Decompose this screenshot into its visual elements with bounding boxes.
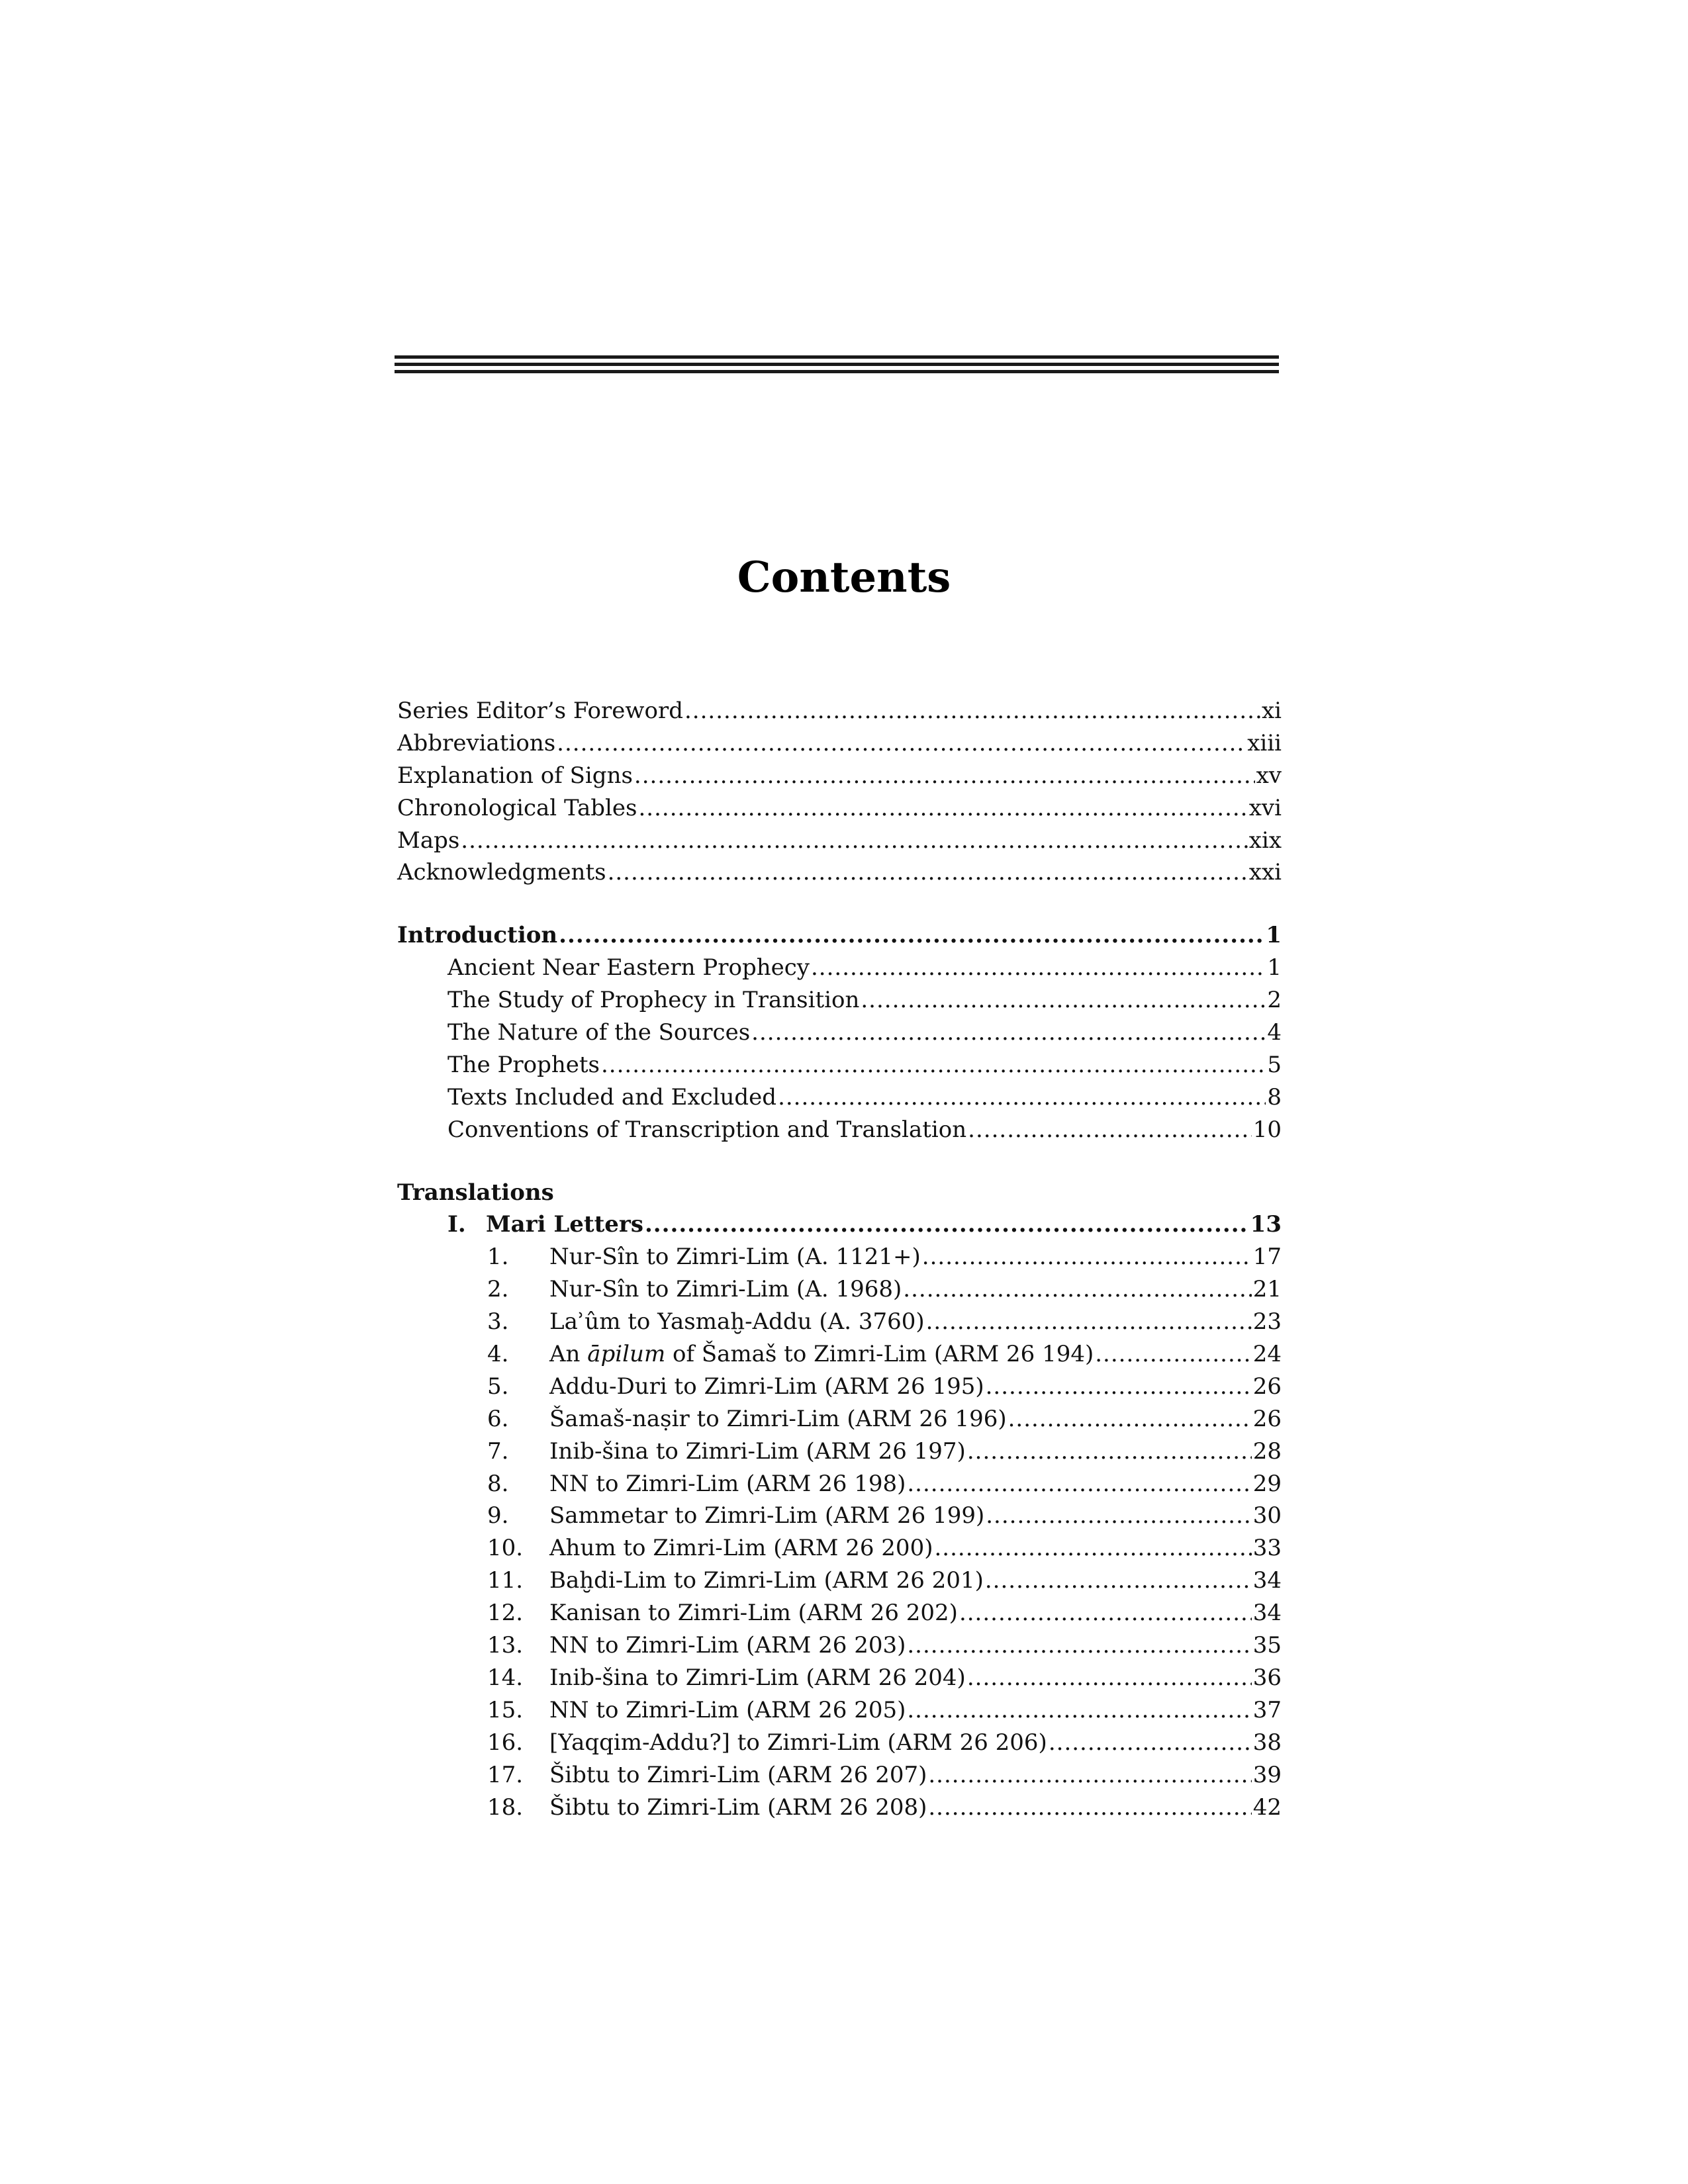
toc-entry-number: 5.: [487, 1373, 509, 1400]
dot-leader: [557, 727, 1246, 760]
toc-entry-text: Ancient Near Eastern Prophecy: [447, 954, 810, 981]
toc-entry-label: [397, 727, 555, 760]
toc-entry-page: 23: [1252, 1308, 1282, 1336]
header-rules: [395, 355, 1279, 377]
introduction-subsection[interactable]: [397, 1049, 1282, 1081]
dot-leader: [968, 1114, 1252, 1146]
dot-leader: [751, 1017, 1266, 1049]
toc-entry-text: Kanisan to Zimri-Lim (ARM 26 202): [549, 1600, 958, 1627]
dot-leader: [986, 1500, 1252, 1532]
toc-entry-label: [397, 695, 683, 727]
toc-entry-label: [447, 1081, 776, 1114]
toc-entry-page: 36: [1252, 1664, 1282, 1691]
toc-entry-label: [487, 1435, 966, 1468]
toc-entry-text: Šamaš-naṣir to Zimri-Lim (ARM 26 196): [549, 1405, 1007, 1432]
introduction-subsection[interactable]: [397, 1017, 1282, 1049]
toc-entry-page: 42: [1252, 1794, 1282, 1821]
toc-entry-text: The Nature of the Sources: [447, 1019, 751, 1046]
toc-entry-page: 17: [1252, 1244, 1282, 1271]
letter-entry[interactable]: [397, 1597, 1282, 1629]
toc-entry-label: [487, 1597, 958, 1629]
letter-entry[interactable]: [397, 1371, 1282, 1403]
toc-entry-number: 10.: [487, 1535, 524, 1562]
letter-entry[interactable]: [397, 1468, 1282, 1500]
introduction-heading[interactable]: [397, 919, 1282, 952]
toc-entry-text: Addu-Duri to Zimri-Lim (ARM 26 195): [549, 1373, 984, 1400]
toc-entry-number: 6.: [487, 1405, 509, 1432]
toc-entry-label: [487, 1727, 1047, 1759]
toc-entry-label: [397, 792, 637, 825]
toc-entry-number: I.: [447, 1211, 466, 1238]
dot-leader: [634, 760, 1255, 792]
toc-entry-label: [397, 825, 459, 857]
dot-leader: [1049, 1727, 1252, 1759]
toc-entry-page: 2: [1267, 987, 1282, 1014]
toc-entry-text: Šibtu to Zimri-Lim (ARM 26 208): [549, 1794, 927, 1821]
toc-entry-text: The Prophets: [447, 1051, 600, 1078]
dot-leader: [1095, 1338, 1251, 1371]
page-title: Contents: [737, 553, 951, 602]
toc-entry-number: 16.: [487, 1729, 524, 1756]
toc-entry-label: [447, 1049, 600, 1081]
dot-leader: [684, 695, 1260, 727]
letter-entry[interactable]: [397, 1403, 1282, 1435]
letter-entry[interactable]: [397, 1727, 1282, 1759]
rule-line: [395, 363, 1279, 366]
toc-entry-label: [447, 1114, 966, 1146]
toc-entry-label: [397, 760, 633, 792]
toc-entry-text: [Yaqqim-Addu?] to Zimri-Lim (ARM 26 206): [549, 1729, 1047, 1756]
toc-entry-label: [487, 1532, 933, 1565]
dot-leader: [639, 792, 1248, 825]
toc-entry-text: Sammetar to Zimri-Lim (ARM 26 199): [549, 1502, 985, 1529]
toc-entry-page: 30: [1252, 1502, 1282, 1529]
introduction-subsection[interactable]: [397, 952, 1282, 984]
toc-entry-label: [447, 1017, 750, 1049]
toc-entry-label: [487, 1403, 1007, 1435]
toc-entry-text: NN to Zimri-Lim (ARM 26 198): [549, 1470, 906, 1497]
toc-entry-text: NN to Zimri-Lim (ARM 26 203): [549, 1632, 906, 1659]
toc-entry-text: Baḫdi-Lim to Zimri-Lim (ARM 26 201): [549, 1567, 984, 1594]
dot-leader: [861, 984, 1266, 1017]
dot-leader: [967, 1662, 1252, 1694]
front-matter-entry[interactable]: [397, 856, 1282, 889]
toc-entry-page: 1: [1267, 954, 1282, 981]
dot-leader: [907, 1468, 1251, 1500]
toc-entry-number: 18.: [487, 1794, 524, 1821]
toc-entry-label: [487, 1500, 984, 1532]
toc-entry-page: 10: [1252, 1116, 1282, 1143]
introduction-section: [397, 919, 1282, 1146]
toc-entry-label: [487, 1792, 927, 1824]
toc-entry-label: [487, 1468, 906, 1500]
toc-entry-number: 4.: [487, 1341, 509, 1368]
toc-entry-text: NN to Zimri-Lim (ARM 26 205): [549, 1696, 906, 1723]
toc-entry-page: 8: [1267, 1083, 1282, 1111]
dot-leader: [645, 1208, 1249, 1241]
toc-entry-page: 13: [1250, 1211, 1282, 1238]
toc-entry-text: Acknowledgments: [397, 859, 606, 886]
toc-entry-page: 1: [1266, 922, 1282, 949]
toc-entry-label: [487, 1759, 927, 1792]
letter-entry[interactable]: [397, 1435, 1282, 1468]
toc-entry-text: Introduction: [397, 922, 558, 949]
toc-entry-page: 37: [1252, 1696, 1282, 1723]
toc-entry-text: Ahum to Zimri-Lim (ARM 26 200): [549, 1535, 933, 1562]
letter-entry[interactable]: [397, 1759, 1282, 1792]
toc-entry-label: [397, 856, 606, 889]
part-heading-mari-letters[interactable]: [397, 1208, 1282, 1241]
dot-leader: [986, 1371, 1252, 1403]
dot-leader: [1008, 1403, 1252, 1435]
toc-entry-page: xix: [1248, 827, 1282, 854]
toc-entry-label: [487, 1371, 984, 1403]
introduction-subsection[interactable]: [397, 1081, 1282, 1114]
toc-entry-text: Texts Included and Excluded: [447, 1083, 777, 1111]
dot-leader: [903, 1273, 1251, 1306]
toc-entry-page: 26: [1252, 1373, 1282, 1400]
front-matter-entry[interactable]: [397, 727, 1282, 760]
letter-entry[interactable]: [397, 1306, 1282, 1338]
toc-entry-label: [447, 1208, 643, 1241]
rule-line: [395, 370, 1279, 373]
toc-entry-page: 38: [1252, 1729, 1282, 1756]
toc-entry-label: [487, 1629, 906, 1662]
toc-entry-page: 34: [1252, 1600, 1282, 1627]
dot-leader: [778, 1081, 1266, 1114]
toc-entry-text: Šibtu to Zimri-Lim (ARM 26 207): [549, 1761, 927, 1788]
toc-entry-number: 17.: [487, 1761, 524, 1788]
letter-entry[interactable]: [397, 1792, 1282, 1824]
dot-leader: [811, 952, 1266, 984]
letter-entry[interactable]: [397, 1565, 1282, 1597]
toc-entry-page: 26: [1252, 1405, 1282, 1432]
dot-leader: [907, 1629, 1251, 1662]
front-matter-entry[interactable]: [397, 695, 1282, 727]
toc-entry-label: [447, 984, 859, 1017]
toc-entry-number: 11.: [487, 1567, 524, 1594]
toc-entry-number: 1.: [487, 1244, 509, 1271]
toc-entry-text: Maps: [397, 827, 460, 854]
toc-entry-page: 34: [1252, 1567, 1282, 1594]
front-matter-entry[interactable]: [397, 792, 1282, 825]
introduction-subsection[interactable]: [397, 984, 1282, 1017]
toc-entry-text: Explanation of Signs: [397, 762, 633, 789]
toc-entry-page: 24: [1252, 1341, 1282, 1368]
toc-entry-page: 4: [1267, 1019, 1282, 1046]
dot-leader: [559, 919, 1264, 952]
toc-entry-label: [487, 1662, 966, 1694]
letter-entry[interactable]: [397, 1241, 1282, 1273]
dot-leader: [967, 1435, 1252, 1468]
front-matter-list: [397, 695, 1282, 889]
toc-entry-label: [487, 1338, 1094, 1371]
toc-entry-page: xxi: [1248, 859, 1282, 886]
front-matter-entry[interactable]: [397, 825, 1282, 857]
toc-entry-number: 12.: [487, 1600, 524, 1627]
toc-entry-number: 9.: [487, 1502, 509, 1529]
toc-entry-number: 3.: [487, 1308, 509, 1336]
letter-entry[interactable]: [397, 1694, 1282, 1727]
toc-entry-number: 13.: [487, 1632, 524, 1659]
toc-entry-text: Nur-Sîn to Zimri-Lim (A. 1968): [549, 1276, 902, 1303]
toc-entry-text: Mari Letters: [486, 1211, 643, 1238]
translations-heading: Translations: [397, 1179, 554, 1206]
dot-leader: [926, 1306, 1252, 1338]
letter-entry[interactable]: [397, 1629, 1282, 1662]
toc-entry-page: 35: [1252, 1632, 1282, 1659]
toc-entry-label: [487, 1241, 921, 1273]
front-matter-entry[interactable]: [397, 760, 1282, 792]
toc-entry-text: Nur-Sîn to Zimri-Lim (A. 1121+): [549, 1244, 921, 1271]
toc-entry-page: 5: [1267, 1051, 1282, 1078]
dot-leader: [608, 856, 1248, 889]
toc-entry-text: The Study of Prophecy in Transition: [447, 987, 860, 1014]
dot-leader: [934, 1532, 1251, 1565]
toc-entry-text: An: [549, 1341, 588, 1368]
rule-line: [395, 355, 1279, 359]
toc-entry-label: [447, 952, 810, 984]
letter-entry[interactable]: [397, 1273, 1282, 1306]
toc-entry-label: [487, 1565, 984, 1597]
toc-entry-number: 15.: [487, 1696, 524, 1723]
toc-entry-text: Chronological Tables: [397, 794, 637, 821]
toc-entry-label: [487, 1694, 906, 1727]
dot-leader: [461, 825, 1247, 857]
translations-section: [397, 1177, 1282, 1824]
toc-entry-page: xiii: [1247, 729, 1282, 756]
spacer: [397, 889, 1282, 919]
toc-entry-number: 7.: [487, 1437, 509, 1465]
spacer: [397, 1146, 1282, 1177]
toc-entry-number: 8.: [487, 1470, 509, 1497]
letter-entry[interactable]: [397, 1532, 1282, 1565]
toc-entry-label: [487, 1306, 925, 1338]
toc-entry-text: Abbreviations: [397, 729, 556, 756]
dot-leader: [928, 1759, 1251, 1792]
letter-entry[interactable]: [397, 1500, 1282, 1532]
toc-entry-page: 33: [1252, 1535, 1282, 1562]
toc-entry-page: 39: [1252, 1761, 1282, 1788]
introduction-subsection[interactable]: [397, 1114, 1282, 1146]
toc-entry-page: 29: [1252, 1470, 1282, 1497]
toc-entry-italic-text: āpilum: [587, 1341, 666, 1368]
toc-entry-number: 2.: [487, 1276, 509, 1303]
toc-entry-page: xv: [1256, 762, 1282, 789]
dot-leader: [601, 1049, 1266, 1081]
toc-entry-label: [397, 919, 557, 952]
toc-entry-page: 28: [1252, 1437, 1282, 1465]
toc-entry-page: xvi: [1248, 794, 1282, 821]
dot-leader: [922, 1241, 1252, 1273]
toc-entry-number: 14.: [487, 1664, 524, 1691]
table-of-contents: [397, 695, 1282, 1823]
toc-entry-label: [487, 1273, 902, 1306]
toc-entry-page: 21: [1252, 1276, 1282, 1303]
letter-entry[interactable]: [397, 1338, 1282, 1371]
toc-entry-text: of Šamaš to Zimri-Lim (ARM 26 194): [665, 1341, 1094, 1368]
dot-leader: [907, 1694, 1251, 1727]
dot-leader: [928, 1792, 1251, 1824]
toc-entry-text: Series Editor’s Foreword: [397, 698, 683, 724]
dot-leader: [985, 1565, 1252, 1597]
toc-entry-text: Conventions of Transcription and Translation: [447, 1116, 967, 1143]
toc-entry-text: Laʾûm to Yasmaḫ-Addu (A. 3760): [549, 1308, 925, 1336]
letter-entry[interactable]: [397, 1662, 1282, 1694]
dot-leader: [959, 1597, 1252, 1629]
toc-entry-page: xi: [1261, 698, 1282, 724]
toc-entry-text: Inib-šina to Zimri-Lim (ARM 26 197): [549, 1437, 966, 1465]
toc-entry-text: Inib-šina to Zimri-Lim (ARM 26 204): [549, 1664, 966, 1691]
